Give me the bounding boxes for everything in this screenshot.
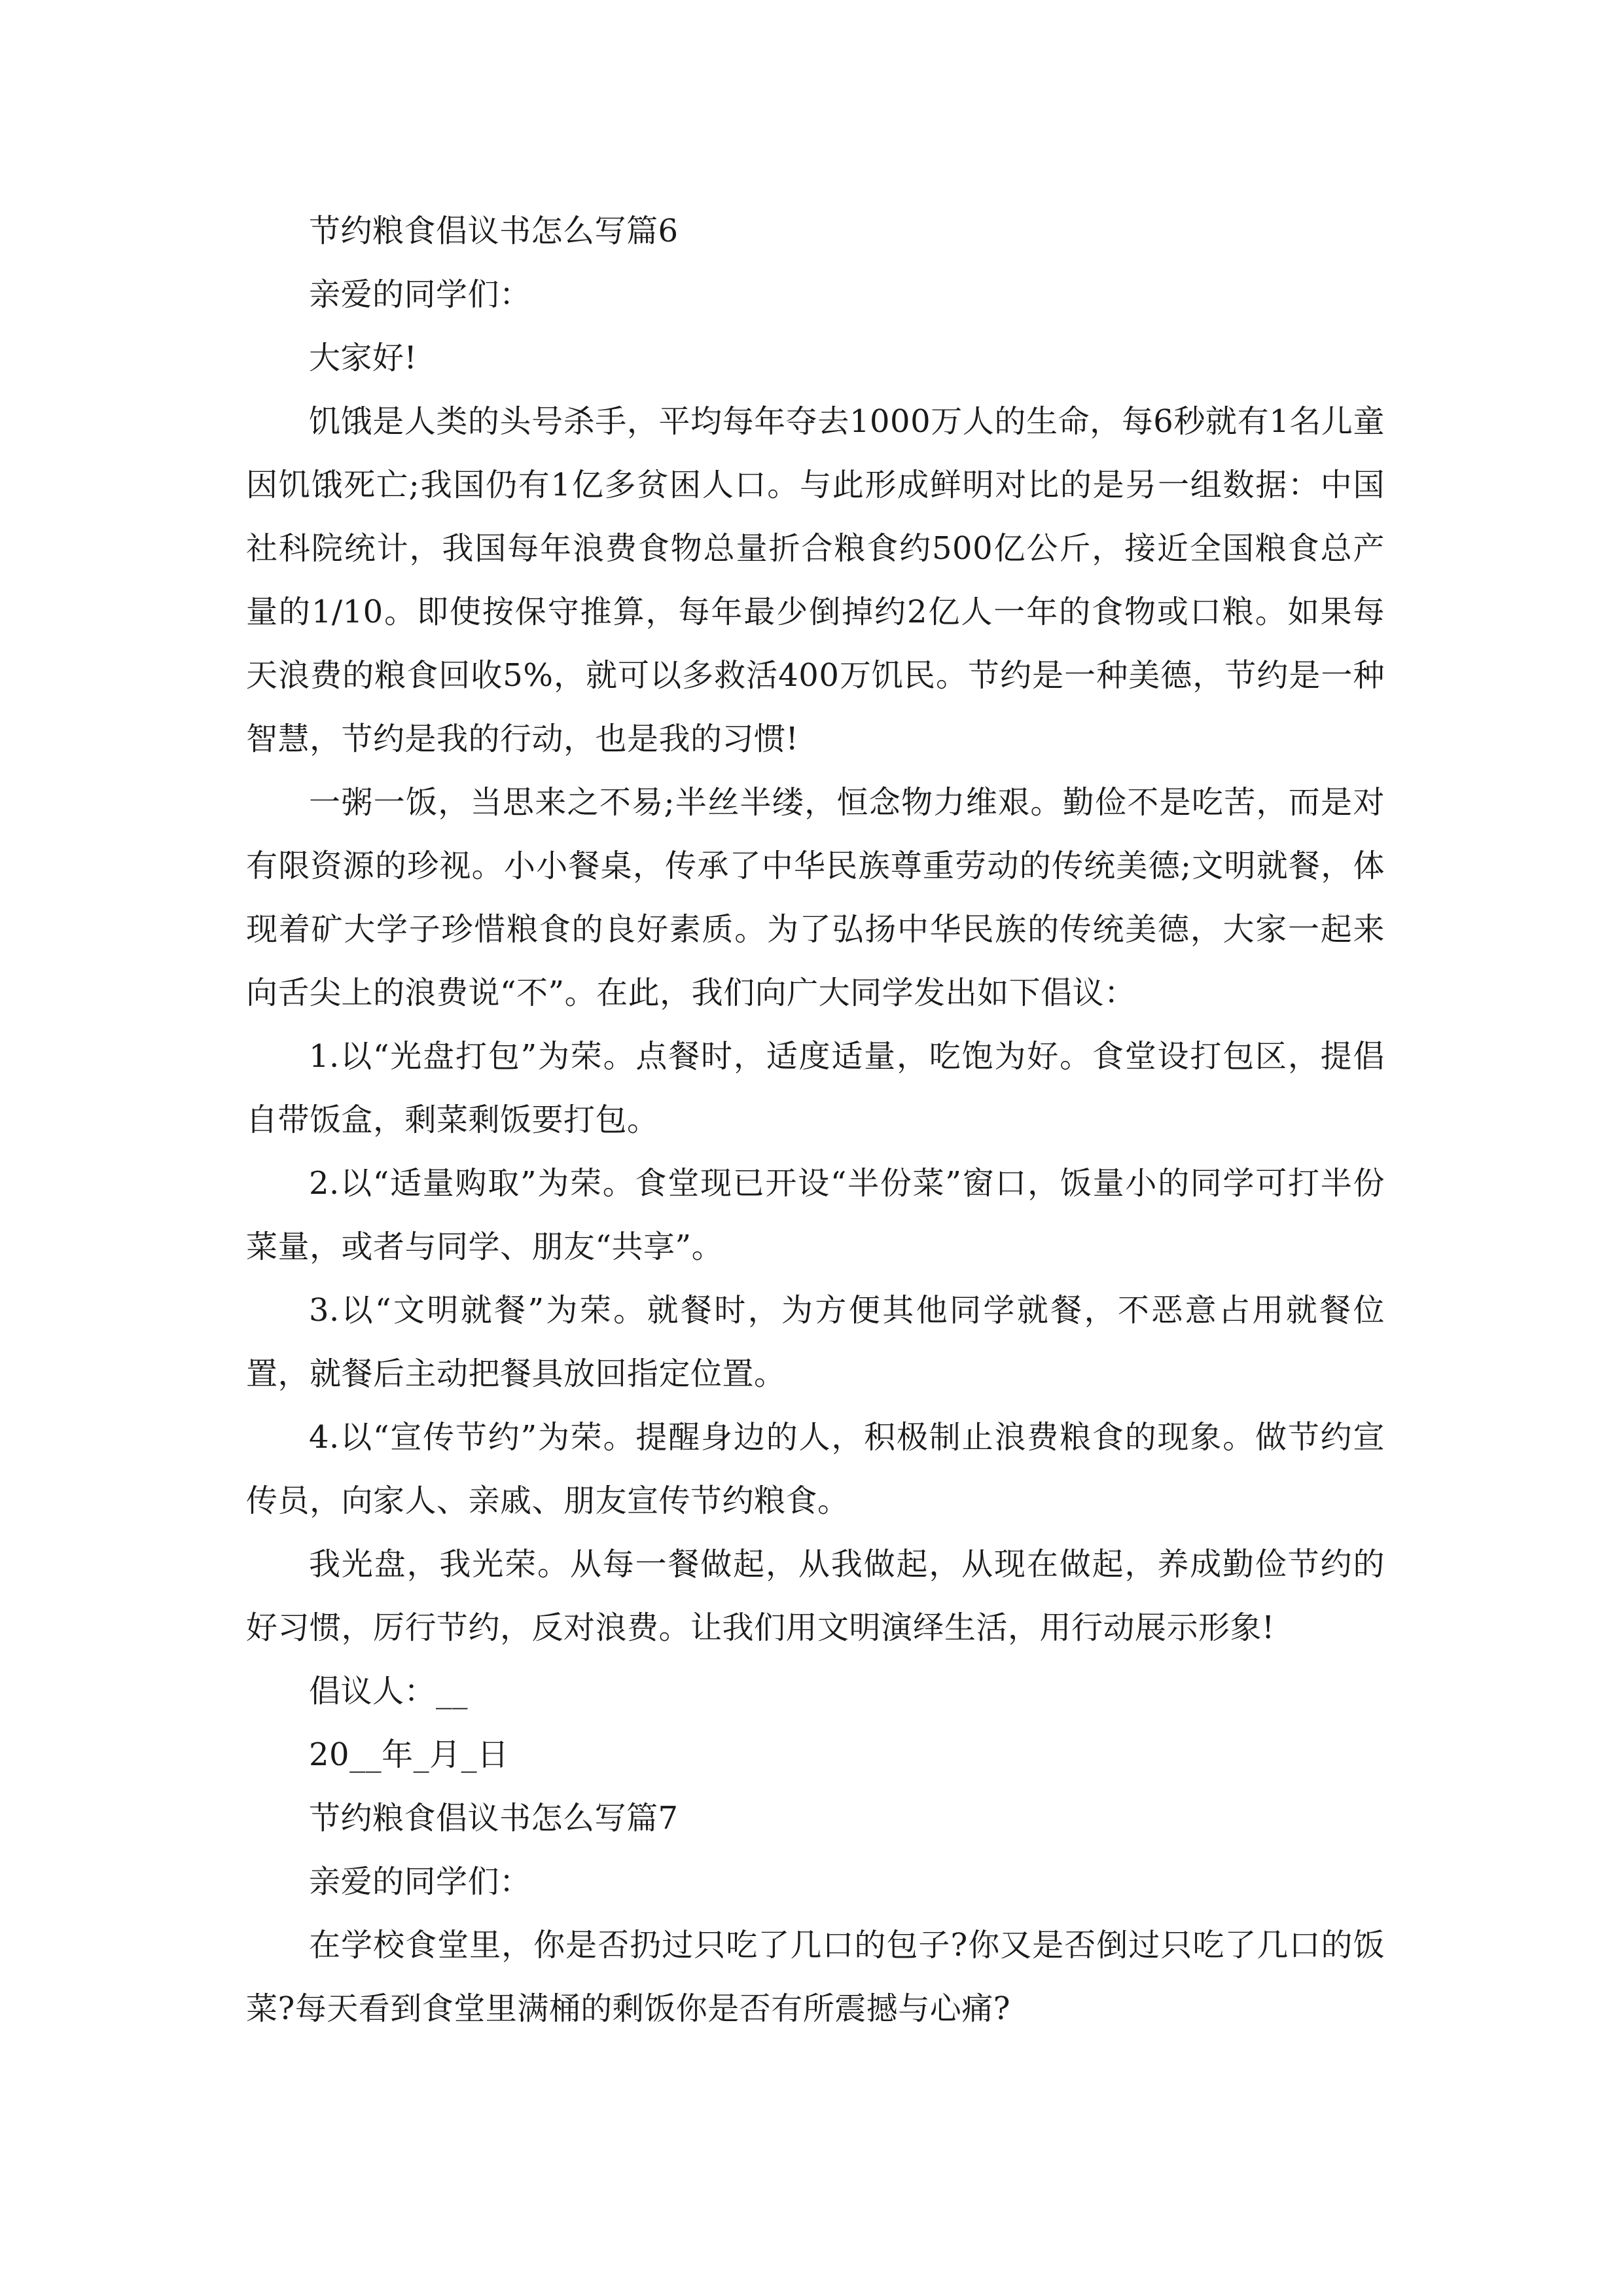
section-7-salutation: 亲爱的同学们： bbox=[309, 1863, 531, 1900]
section-6-proposal-1: 1.以“光盘打包”为荣。点餐时，适度适量，吃饱为好。食堂设打包区，提倡自带饭盒，剩菜剩饭要打包。 bbox=[246, 1038, 1385, 1138]
section-6-salutation: 亲爱的同学们： bbox=[309, 276, 531, 313]
document-body bbox=[246, 200, 1385, 2041]
section-6-proposal-3: 3.以“文明就餐”为荣。就餐时，为方便其他同学就餐，不恶意占用就餐位置，就餐后主动把餐具放回指定位置。 bbox=[246, 1292, 1385, 1392]
section-6-paragraph-2: 一粥一饭，当思来之不易;半丝半缕，恒念物力维艰。勤俭不是吃苦，而是对有限资源的珍视。小小餐桌，传承了中华民族尊重劳动的传统美德;文明就餐，体现着矿大学子珍惜粮食的良好素质。为了弘扬中华民族的传统美德，大家一起来向舌尖上的浪费说“不”。在此，我们向广大同学发出如下倡议： bbox=[246, 784, 1385, 1011]
section-6-greeting: 大家好! bbox=[309, 340, 418, 376]
section-7-title: 节约粮食倡议书怎么写篇7 bbox=[309, 1800, 679, 1837]
section-7-paragraph-1: 在学校食堂里，你是否扔过只吃了几口的包子?你又是否倒过只吃了几口的饭菜?每天看到食堂里满桶的剩饭你是否有所震撼与心痛? bbox=[246, 1927, 1385, 2027]
section-6-paragraph-1: 饥饿是人类的头号杀手，平均每年夺去1000万人的生命，每6秒就有1名儿童因饥饿死亡;我国仍有1亿多贫困人口。与此形成鲜明对比的是另一组数据：中国社科院统计，我国每年浪费食物总量折合粮食约500亿公斤，接近全国粮食总产量的1/10。即使按保守推算，每年最少倒掉约2亿人一年的食物或口粮。如果每天浪费的粮食回收5%，就可以多救活400万饥民。节约是一种美德，节约是一种智慧，节约是我的行动，也是我的习惯! bbox=[246, 403, 1385, 757]
section-6-signer: 倡议人：__ bbox=[309, 1673, 469, 1710]
section-6-proposal-4: 4.以“宣传节约”为荣。提醒身边的人，积极制止浪费粮食的现象。做节约宣传员，向家人、亲戚、朋友宣传节约粮食。 bbox=[246, 1419, 1385, 1519]
section-6-date: 20__年_月_日 bbox=[309, 1736, 509, 1773]
section-6-title: 节约粮食倡议书怎么写篇6 bbox=[309, 213, 679, 249]
section-6-proposal-2: 2.以“适量购取”为荣。食堂现已开设“半份菜”窗口，饭量小的同学可打半份菜量，或者与同学、朋友“共享”。 bbox=[246, 1165, 1385, 1265]
section-6-closing: 我光盘，我光荣。从每一餐做起，从我做起，从现在做起，养成勤俭节约的好习惯，厉行节约，反对浪费。让我们用文明演绎生活，用行动展示形象! bbox=[246, 1546, 1385, 1646]
